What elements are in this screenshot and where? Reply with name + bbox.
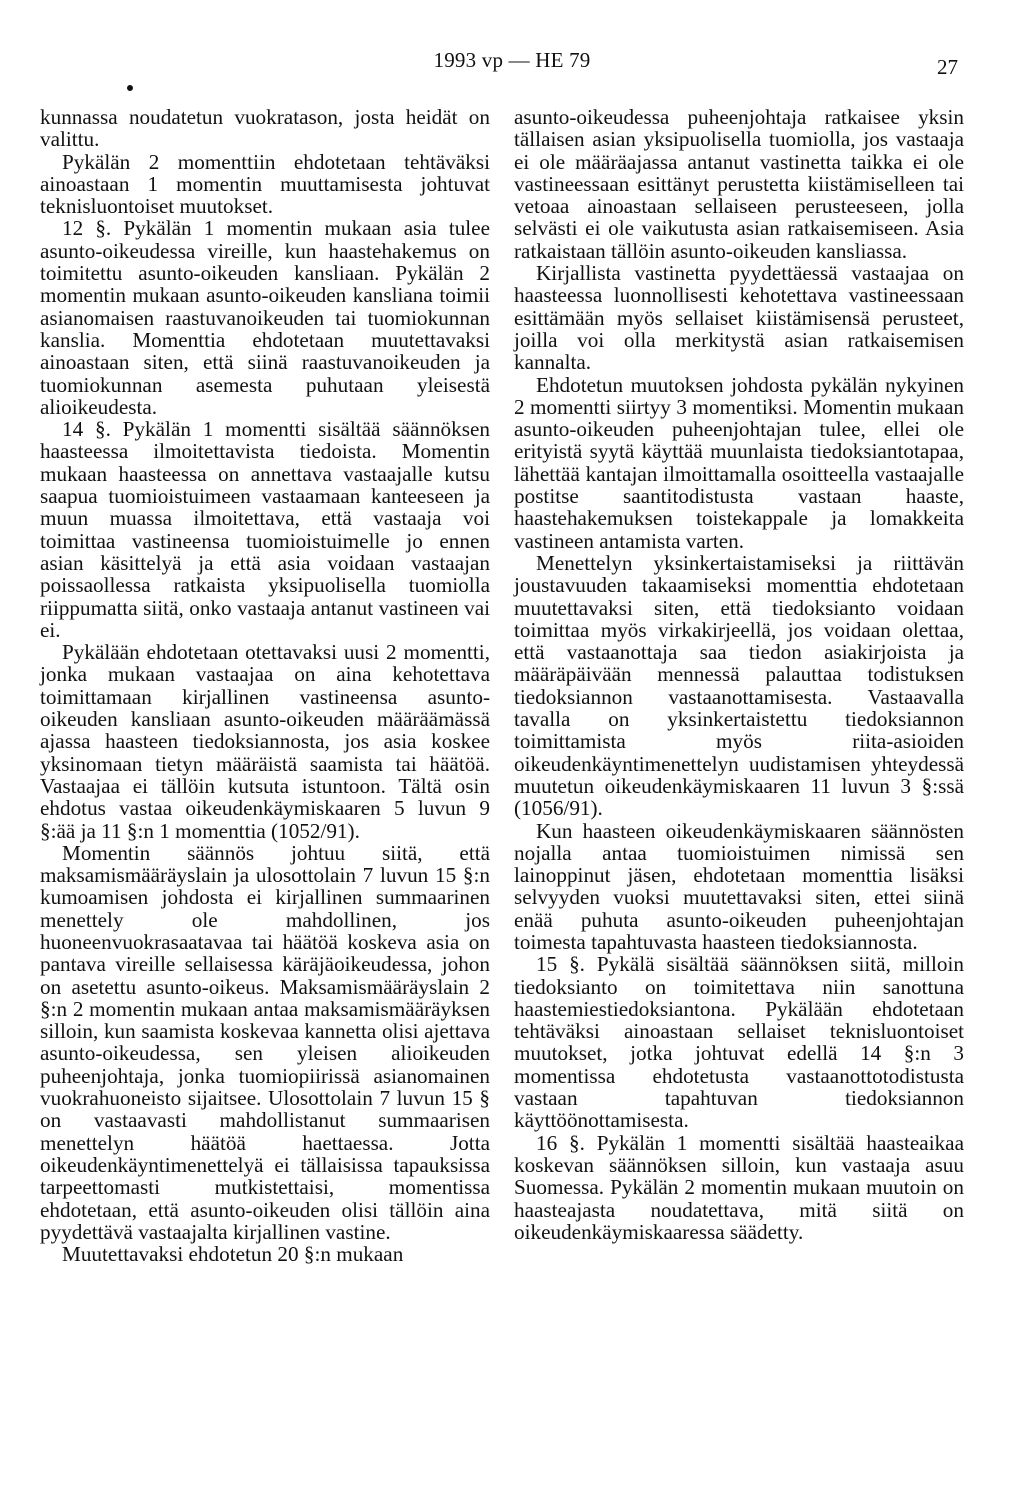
paragraph: Muutettavaksi ehdotetun 20 §:n mukaan (62, 1242, 404, 1267)
paragraph: 16 §. Pykälän 1 momentti sisältää haasteaikaa koskevan säännöksen silloin, kun vastaaja asuu Suomessa. Pykälän 2 momentin mukaan muutoin on haasteajasta noudatettava, mitä siitä on oikeudenkäymiskaaressa säädetty. (514, 1130, 964, 1244)
paragraph: 15 §. Pykälä sisältää säännöksen siitä, milloin tiedoksianto on toimitettava niin sanottuna haastemiestiedoksiantona. Pykälään ehdotetaan tehtäväksi ainoastaan sellaiset teknisluontoiset muutokset, jotka johtuvat edellä 14 §:n 3 momentissa ehdotetusta vastaanottotodistusta vastaan tapahtuvan tiedoksiannon käyttöönottamisesta. (514, 952, 964, 1133)
paragraph: 12 §. Pykälän 1 momentin mukaan asia tulee asunto-oikeudessa vireille, kun haastehakemus on toimitettu asunto-oikeuden kansliaan. Pykälän 2 momentin mukaan asunto-oikeuden kansliana toimii asianomaisen raastuvanoikeuden tai tuomiokunnan kanslia. Momenttia ehdotetaan muutettavaksi ainoastaan siten, että siinä raastuvanoikeuden ja tuomiokunnan asemesta puhutaan yleisestä alioikeudesta. (40, 216, 490, 419)
paragraph: Momentin säännös johtuu siitä, että maksamismääräyslain ja ulosottolain 7 luvun 15 §:n kumoamisen johdosta ei kirjallinen summaarinen menettely ole mahdollinen, jos huoneenvuokrasaatavaa tai häätöä koskeva asia on pantava vireille sellaisessa käräjäoikeudessa, johon on asetettu asunto-oikeus. Maksamismääräyslain 2 §:n 2 momentin mukaan antaa maksamismääräyksen silloin, kun saamista koskevaa kannetta olisi ajettava asunto-oikeudessa, sen yleisen alioikeuden puheenjohtaja, jonka tuomiopiirissä asianomainen vuokrahuoneisto sijaitsee. Ulosottolain 7 luvun 15 § on vastaavasti mahdollistanut summaarisen menettelyn häätöä haettaessa. Jotta oikeudenkäyntimenettelyä ei tällaisissa tapauksissa tarpeettomasti mutkistettaisi, momentissa ehdotetaan, että asunto-oikeuden olisi tällöin aina pyydettävä vastaajalta kirjallinen vastine. (40, 840, 490, 1244)
paragraph: asunto-oikeudessa puheenjohtaja ratkaisee yksin tällaisen asian yksipuolisella tuomiolla, jos vastaaja ei ole määräajassa antanut vastinetta taikka ei ole vastineessaan esittänyt perustetta kiistämiselleen tai vetoaa ainoastaan sellaiseen perusteeseen, jolla selvästi ei ole vaikutusta asian ratkaisemiseen. Asia ratkaistaan tällöin asunto-oikeuden kansliassa. (514, 105, 964, 263)
page-header (0, 48, 1024, 78)
print-speck (127, 85, 133, 91)
left-column (40, 106, 490, 1265)
running-title: 1993 vp — HE 79 (433, 48, 591, 72)
paragraph: 14 §. Pykälän 1 momentti sisältää säännöksen haasteessa ilmoitettavista tiedoista. Momentin mukaan haasteessa on annettava vastaajalle kutsu saapua tuomioistuimeen vastaamaan kanteeseen ja muun muassa ilmoitettava, että vastaaja voi toimittaa vastineensa tuomioistuimelle jo ennen asian käsittelyä ja että asia voidaan vastaajan poissaollessa ratkaista yksipuolisella tuomiolla riippumatta siitä, onko vastaaja antanut vastineen vai ei. (40, 417, 490, 642)
paragraph: Kirjallista vastinetta pyydettäessä vastaajaa on haasteessa luonnollisesti kehotettava vastineessaan esittämään myös sellaiset kiistämisensä perusteet, joilla voi olla merkitystä asian ratkaisemisen kannalta. (514, 261, 964, 375)
right-column (514, 106, 964, 1243)
paragraph: Menettelyn yksinkertaistamiseksi ja riittävän joustavuuden takaamiseksi momenttia ehdotetaan muutettavaksi siten, että tiedoksianto voidaan toimittaa myös virkakirjeellä, jos voidaan olettaa, että vastaanottaja saa tiedon asiakirjoista ja määräpäivään mennessä palauttaa todistuksen tiedoksiannon vastaanottamisesta. Vastaavalla tavalla on yksinkertaistettu tiedoksiannon toimittamista myös riita-asioiden oikeudenkäyntimenettelyn uudistamisen yhteydessä muutetun oikeudenkäymiskaaren 11 luvun 3 §:ssä (1056/91). (514, 550, 964, 821)
paragraph: kunnassa noudatetun vuokratason, josta heidät on valittu. (40, 105, 490, 152)
paragraph: Ehdotetun muutoksen johdosta pykälän nykyinen 2 momentti siirtyy 3 momentiksi. Momentin mukaan asunto-oikeuden puheenjohtajan tulee, ellei ole erityistä syytä käyttää muunlaista tiedoksiantotapaa, lähettää kantajan ilmoittamalla osoitteella vastaajalle postitse saantitodistusta vastaan haaste, haastehakemuksen toistekappale ja lomakkeita vastineen antamista varten. (514, 372, 964, 553)
paragraph: Pykälän 2 momenttiin ehdotetaan tehtäväksi ainoastaan 1 momentin muuttamisesta johtuvat teknisluontoiset muutokset. (40, 149, 490, 219)
page-number: 27 (937, 55, 958, 79)
paragraph: Kun haasteen oikeudenkäymiskaaren säännösten nojalla antaa tuomioistuimen nimissä sen lainoppinut jäsen, ehdotetaan momenttia lisäksi selvyyden vuoksi muutettavaksi siten, ettei siinä enää puhuta asunto-oikeuden puheenjohtajan toimesta tapahtuvasta haasteen tiedoksiannosta. (514, 818, 964, 954)
paragraph: Pykälään ehdotetaan otettavaksi uusi 2 momentti, jonka mukaan vastaajaa on aina kehotettava toimittamaan kirjallinen vastineensa asunto-oikeuden kansliaan asunto-oikeuden määräämässä ajassa haasteen tiedoksiannosta, jos asia koskee yksinomaan tietyn määräistä saamista tai häätöä. Vastaajaa ei tällöin kutsuta istuntoon. Tältä osin ehdotus vastaa oikeudenkäymiskaaren 5 luvun 9 §:ää ja 11 §:n 1 momenttia (1052/91). (40, 640, 490, 843)
